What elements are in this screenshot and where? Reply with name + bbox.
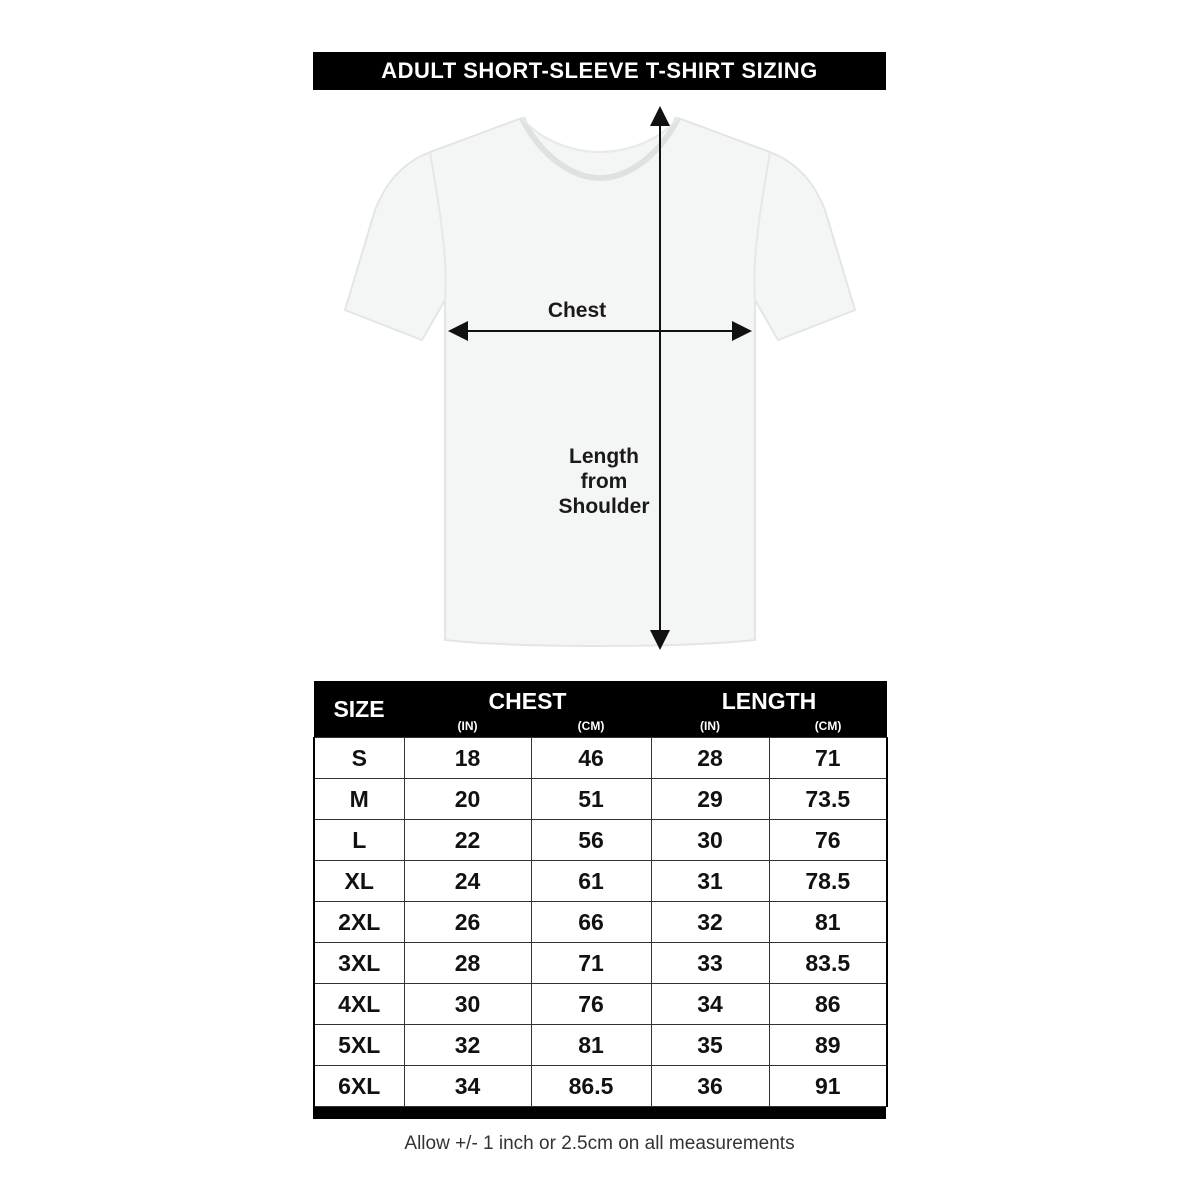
length-cm-cell: 76 bbox=[769, 820, 887, 861]
tshirt-diagram bbox=[300, 100, 900, 660]
length-in-cell: 34 bbox=[651, 984, 769, 1025]
size-cell: 6XL bbox=[314, 1066, 404, 1107]
length-cm-cell: 78.5 bbox=[769, 861, 887, 902]
size-cell: M bbox=[314, 779, 404, 820]
table-row bbox=[314, 820, 887, 861]
chest-in-cell: 24 bbox=[404, 861, 531, 902]
table-row bbox=[314, 779, 887, 820]
chest-cm-cell: 51 bbox=[531, 779, 651, 820]
size-table bbox=[313, 681, 888, 1107]
table-bottom-bar bbox=[313, 1107, 886, 1119]
table-row bbox=[314, 738, 887, 779]
length-cm-cell: 83.5 bbox=[769, 943, 887, 984]
chest-in-cell: 32 bbox=[404, 1025, 531, 1066]
subheader-chest-cm: (CM) bbox=[531, 715, 651, 738]
header-chest: CHEST bbox=[404, 681, 651, 715]
chest-in-cell: 28 bbox=[404, 943, 531, 984]
length-in-cell: 33 bbox=[651, 943, 769, 984]
size-cell: 3XL bbox=[314, 943, 404, 984]
length-in-cell: 30 bbox=[651, 820, 769, 861]
measurement-note: Allow +/- 1 inch or 2.5cm on all measurements bbox=[404, 1133, 795, 1154]
length-cm-cell: 91 bbox=[769, 1066, 887, 1107]
size-cell: 4XL bbox=[314, 984, 404, 1025]
table-row bbox=[314, 902, 887, 943]
length-cm-cell: 71 bbox=[769, 738, 887, 779]
length-in-cell: 36 bbox=[651, 1066, 769, 1107]
length-in-cell: 35 bbox=[651, 1025, 769, 1066]
chest-cm-cell: 66 bbox=[531, 902, 651, 943]
table-row bbox=[314, 984, 887, 1025]
size-cell: 2XL bbox=[314, 902, 404, 943]
table-row bbox=[314, 943, 887, 984]
length-label-line: Length bbox=[569, 445, 639, 468]
length-in-cell: 29 bbox=[651, 779, 769, 820]
chest-cm-cell: 81 bbox=[531, 1025, 651, 1066]
chest-in-cell: 34 bbox=[404, 1066, 531, 1107]
length-in-cell: 31 bbox=[651, 861, 769, 902]
header-length: LENGTH bbox=[651, 681, 887, 715]
length-cm-cell: 81 bbox=[769, 902, 887, 943]
tshirt-svg bbox=[300, 100, 900, 660]
size-cell: L bbox=[314, 820, 404, 861]
table-body bbox=[314, 738, 887, 1107]
size-cell: 5XL bbox=[314, 1025, 404, 1066]
length-label-line: from bbox=[580, 470, 628, 493]
table-row bbox=[314, 1025, 887, 1066]
chest-cm-cell: 76 bbox=[531, 984, 651, 1025]
chest-in-cell: 30 bbox=[404, 984, 531, 1025]
chest-in-cell: 20 bbox=[404, 779, 531, 820]
length-cm-cell: 89 bbox=[769, 1025, 887, 1066]
size-cell: XL bbox=[314, 861, 404, 902]
length-cm-cell: 86 bbox=[769, 984, 887, 1025]
chest-cm-cell: 56 bbox=[531, 820, 651, 861]
chest-cm-cell: 71 bbox=[531, 943, 651, 984]
chest-in-cell: 26 bbox=[404, 902, 531, 943]
chest-cm-cell: 86.5 bbox=[531, 1066, 651, 1107]
chart-title: ADULT SHORT-SLEEVE T-SHIRT SIZING bbox=[313, 52, 886, 90]
size-cell: S bbox=[314, 738, 404, 779]
tshirt-shape bbox=[345, 118, 855, 646]
table-row bbox=[314, 1066, 887, 1107]
subheader-length-in: (IN) bbox=[651, 715, 769, 738]
length-in-cell: 28 bbox=[651, 738, 769, 779]
chest-label: Chest bbox=[547, 299, 607, 322]
table-row bbox=[314, 861, 887, 902]
subheader-chest-in: (IN) bbox=[404, 715, 531, 738]
header-size: SIZE bbox=[314, 681, 404, 738]
length-in-cell: 32 bbox=[651, 902, 769, 943]
chest-in-cell: 22 bbox=[404, 820, 531, 861]
length-label-line: Shoulder bbox=[558, 495, 650, 518]
length-cm-cell: 73.5 bbox=[769, 779, 887, 820]
length-label bbox=[548, 444, 660, 519]
subheader-length-cm: (CM) bbox=[769, 715, 887, 738]
chest-in-cell: 18 bbox=[404, 738, 531, 779]
chest-cm-cell: 46 bbox=[531, 738, 651, 779]
chest-cm-cell: 61 bbox=[531, 861, 651, 902]
